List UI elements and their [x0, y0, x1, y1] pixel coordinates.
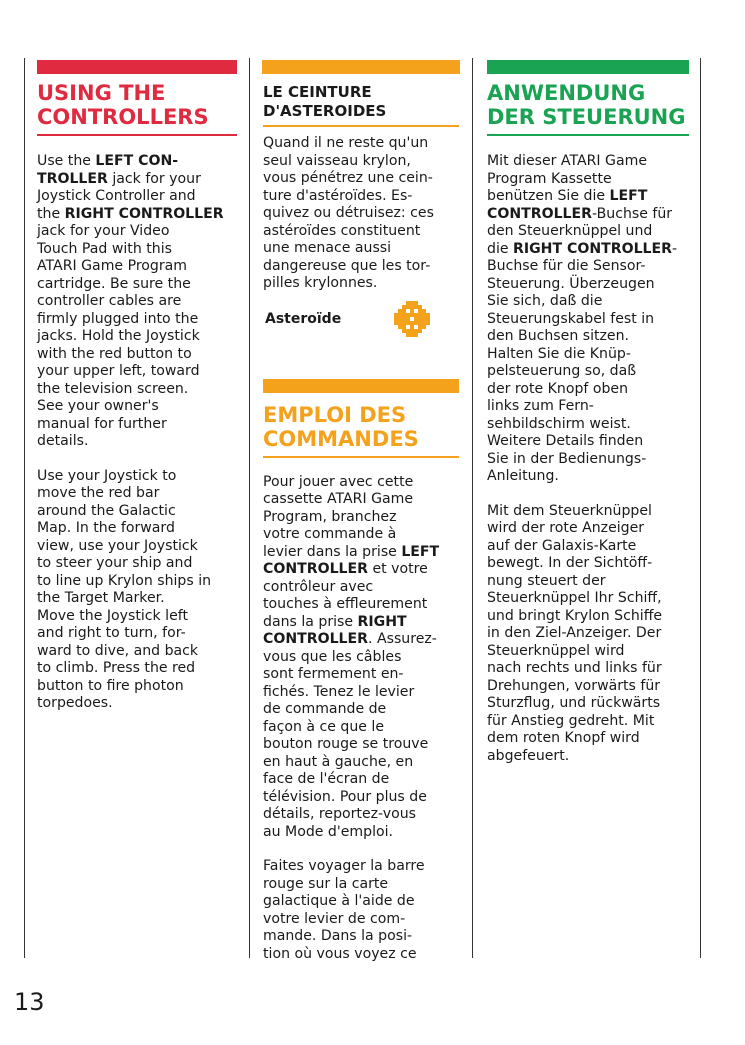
column-divider-middle: [249, 58, 250, 958]
german-heading-line2: DER STEUERUNG: [487, 105, 686, 129]
bold-term: RIGHT CONTROLLER: [263, 613, 407, 647]
column-divider-left: [24, 58, 25, 958]
asteroid-sprite-icon: [394, 301, 430, 337]
french-column: [263, 83, 468, 963]
text-run: -Buchse für den Steuerknüppel und die: [487, 205, 673, 257]
orange-section-bar: [263, 379, 459, 393]
german-heading: [487, 81, 697, 129]
english-paragraph-1: [37, 153, 247, 451]
bold-term: LEFT CON- TROLLER: [37, 153, 179, 187]
french-heading-asteroids-line2: D'ASTEROIDES: [263, 102, 387, 120]
english-heading-line2: CONTROLLERS: [37, 105, 209, 129]
german-paragraph-1: [487, 153, 697, 486]
orange-header-bar: [262, 60, 460, 74]
french-heading-commands: [263, 403, 468, 451]
asteroid-label: Asteroïde: [265, 310, 342, 327]
text-run: jack for your Video Touch Pad with this ATARI Game Program cartridge. Be sure the controller cables are firmly plugged into the jacks. Hold the Joystick with the red button to your upper left, toward the television screen. See your owner's manual for further details.: [37, 223, 200, 449]
text-run: Mit dem Steuerknüppel wird der rote Anzeiger auf der Galaxis-Karte bewegt. In der Sichtöff- nung steuert der Steuerknüppel Ihr Schiff, und bringt Krylon Schiffe in den Ziel-Anzeiger. Der Steuerknüppel wird nach rechts und links für Drehungen, vorwärts für Sturzflug, und rückwärts für Anstieg gedreht. Mit dem roten Knopf wird abgefeuert.: [487, 502, 663, 764]
french-paragraph-galactic: [263, 858, 468, 963]
english-column: [37, 81, 247, 713]
french-heading-commands-line2: COMMANDES: [263, 426, 419, 451]
french-heading-asteroids-line1: LE CEINTURE: [263, 83, 372, 101]
page-number: 13: [14, 988, 45, 1016]
bold-term: LEFT CONTROLLER: [487, 188, 648, 222]
text-run: jack for your Joystick Controller and the: [37, 170, 201, 222]
german-heading-line1: ANWENDUNG: [487, 81, 646, 105]
french-paragraph-commands: [263, 474, 468, 842]
french-heading-asteroids: [263, 83, 468, 121]
french-heading-commands-line1: EMPLOI DES: [263, 402, 407, 427]
green-header-bar: [487, 60, 689, 74]
asteroid-illustration: [263, 301, 468, 343]
text-run: . Assurez- vous que les câbles sont fermement en- fichés. Tenez le levier de commande de façon à ce que le bouton rouge se trouve en haut à gauche, en face de l'écran de télévision. Pour plus de détails, reportez-vous au Mode d'emploi.: [263, 631, 437, 840]
english-heading-line1: USING THE: [37, 81, 166, 105]
english-heading: [37, 81, 247, 129]
text-run: et votre contrôleur avec touches à effleurement dans la prise: [263, 561, 428, 630]
text-run: Quand il ne reste qu'un seul vaisseau krylon, vous pénétrez une cein- ture d'astéroïdes. Es- quivez ou détruisez: ces astéroïdes constituent une menace aussi dangereuse que les tor- pilles krylonnes.: [263, 135, 434, 291]
english-paragraph-2: [37, 468, 247, 713]
column-divider-right: [472, 58, 473, 958]
text-run: Faites voyager la barre rouge sur la carte galactique à l'aide de votre levier de com- mande. Dans la posi- tion où vous voyez ce: [263, 858, 425, 962]
red-header-bar: [37, 60, 237, 74]
text-run: - Buchse für die Sensor- Steuerung. Überzeugen Sie sich, daß die Steuerungskabel fest in den Buchsen sitzen. Halten Sie die Knüp- pelsteuerung so, daß der rote Knopf oben links zum Fern- sehbildschirm weist. Weitere Details finden Sie in der Bedienungs- Anleitung.: [487, 240, 678, 484]
french-paragraph-asteroids: [263, 135, 468, 293]
german-paragraph-2: [487, 503, 697, 766]
text-run: Pour jouer avec cette cassette ATARI Game Program, branchez votre commande à levier dans la prise: [263, 473, 414, 560]
text-run: Mit dieser ATARI Game Program Kassette benützen Sie die: [487, 153, 647, 204]
text-run: Use the: [37, 153, 96, 169]
bold-term: LEFT CONTROLLER: [263, 543, 440, 577]
column-divider-far-right: [700, 58, 701, 958]
german-column: [487, 81, 697, 765]
bold-term: RIGHT CONTROLLER: [513, 240, 673, 257]
text-run: Use your Joystick to move the red bar around the Galactic Map. In the forward view, use your Joystick to steer your ship and to line up Krylon ships in the Target Marker. Move the Joystick left and right to turn, for- ward to dive, and back to climb. Press the red button to fire photon torpedoes.: [37, 467, 212, 711]
bold-term: RIGHT CONTROLLER: [64, 205, 224, 222]
